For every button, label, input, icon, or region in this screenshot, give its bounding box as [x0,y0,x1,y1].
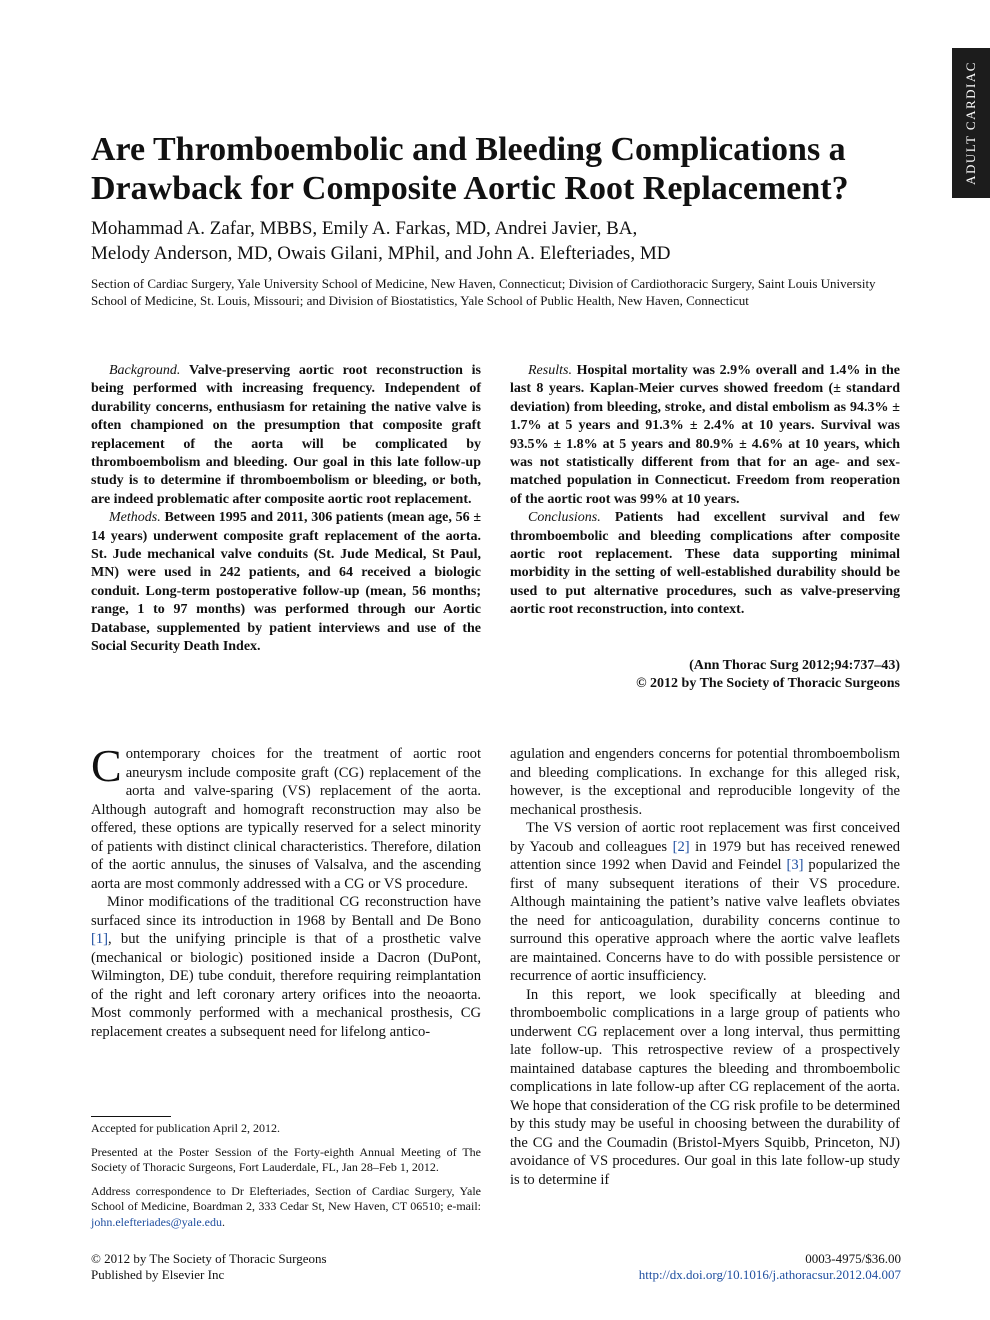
abstract-right-column [510,362,900,620]
footer-left [91,1251,327,1283]
footer-right [560,1251,901,1283]
body-paragraph [510,986,900,1190]
abstract-background [91,362,481,509]
conclusions-label: Conclusions. [528,510,601,526]
section-tab [952,48,990,198]
body-text: ontemporary choices for the treatment of aortic root aneurysm include composite graft (CG) replacement of the aorta and valve-sparing (VS) replacement of the aorta. Although autograft and homograft reconstruction may also be offered, these options are typically reserved for a select minority of patients with distinct clinical characteristics. Therefore, dilation of the aortic annulus, the sinuses of Valsalva, and the ascending aorta are most commonly addressed with a CG or VS procedure. [91,746,481,892]
footnote-address [91,1184,481,1231]
email-link[interactable]: john.elefteriades@yale.edu [91,1214,222,1229]
footnote-accepted: Accepted for publication April 2, 2012. [91,1121,280,1135]
authors-line-1: Mohammad A. Zafar, MBBS, Emily A. Farkas, MD, Andrei Javier, BA, [91,218,638,239]
article-title: Are Thromboembolic and Bleeding Complications a Drawback for Composite Aortic Root Replacement? [91,131,849,207]
abstract-methods [91,509,481,656]
address-text: Address correspondence to Dr Elefteriades, Section of Cardiac Surgery, Yale School of Medicine, Boardman 2, 333 Cedar St, New Haven, CT 06510; e-mail: [91,1183,481,1213]
body-text: popularized the first of many subsequent iterations of their VS procedure. Although maintaining the patient’s native valve leaflets obviates the need for anticoagulation, durability concerns continue to surround this operative approach where the aortic valve leaflets are maintained. Concerns have to do with possible persistence or recurrence of aortic insufficiency. [510,857,900,984]
abstract-left-column [91,362,481,657]
citation-block [510,657,900,694]
body-paragraph [510,745,900,819]
footnotes [91,1121,481,1238]
body-left-column [91,740,481,1041]
abstract-conclusions [510,509,900,619]
body-text: , but the unifying principle is that of a prosthetic valve (mechanical or biologic) positioned inside a Dacron (DuPont, Wilmington, DE) tube conduit, therefore requiring reimplantation of the right and left coronary artery orifices into the neoaorta. Most commonly performed with a mechanical prosthesis, CG replacement creates a subsequent need for lifelong antico- [91,931,481,1040]
doi-link[interactable]: http://dx.doi.org/10.1016/j.athoracsur.2012.04.007 [638,1267,901,1282]
affiliations: Section of Cardiac Surgery, Yale University School of Medicine, New Haven, Connecticut; Division of Cardiothoracic Surgery, Saint Louis University School of Medicine, St. Louis, Missouri; and Division of Biostatistics, Yale School of Public Health, New Haven, Connecticut [91,276,876,308]
body-text: Minor modifications of the traditional CG reconstruction have surfaced since its introduction in 1968 by Bentall and De Bono [91,894,481,929]
author-list [91,216,911,266]
footnote-presented: Presented at the Poster Session of the Forty-eighth Annual Meeting of The Society of Thoracic Surgeons, Fort Lauderdale, FL, Jan 28–Feb 1, 2012. [91,1144,481,1174]
footnote-divider [91,1116,171,1117]
reference-link[interactable]: [3] [786,857,804,873]
footer-issn: 0003-4975/$36.00 [805,1251,901,1266]
reference-link[interactable]: [1] [91,931,109,947]
results-text: Hospital mortality was 2.9% overall and 1.4% in the last 8 years. Kaplan-Meier curves showed freedom (± standard deviation) from bleeding, stroke, and distal embolism as 94.3% ± 1.7% at 5 years and 91.3% ± 2.4% at 10 years. Survival was 93.5% ± 1.8% at 5 years and 80.9% ± 4.6% at 10 years, which was not statistically different from that for an age- and sex-matched population in Connecticut. Freedom from reoperation of the aortic root was 99% at 10 years. [510,363,900,507]
body-right-column [510,745,900,1189]
body-paragraph [510,819,900,986]
address-end: . [222,1214,225,1229]
footer-copyright: © 2012 by The Society of Thoracic Surgeons [91,1251,327,1266]
authors-line-2: Melody Anderson, MD, Owais Gilani, MPhil, and John A. Elefteriades, MD [91,243,671,264]
abstract-copyright: © 2012 by The Society of Thoracic Surgeons [636,676,900,692]
body-text: In this report, we look specifically at bleeding and thromboembolic complications in a large group of patients who underwent CG replacement over a long interval, thus permitting late follow-up. This retrospective review of a prospectively maintained database captures the bleeding and thromboembolic complications in late follow-up after CG replacement of the aorta. We hope that consideration of the CG risk profile to be determined by this study may be useful in choosing between the durability of the CG and the Coumadin (Bristol-Myers Squibb, Princeton, NJ) avoidance of VS procedures. Our goal in this late follow-up study is to determine if [510,986,900,1188]
conclusions-text: Patients had excellent survival and few thromboembolic and bleeding complications after composite aortic root replacement. These data supporting minimal morbidity in the setting of well-established durability should be used to put alternative procedures, such as valve-preserving aortic root reconstruction, into context. [510,510,901,618]
methods-text: Between 1995 and 2011, 306 patients (mean age, 56 ± 14 years) underwent composite graft replacement of the aorta. St. Jude mechanical valve conduits (St. Jude Medical, St Paul, MN) were used in 242 patients, and 64 received a biologic conduit. Long-term postoperative follow-up (mean, 56 months; range, 1 to 97 months) was performed through our Aortic Database, supplemented by patient interviews and use of the Social Security Death Index. [91,510,481,655]
journal-citation: (Ann Thorac Surg 2012;94:737–43) [689,658,900,673]
abstract-results [510,362,900,509]
body-text: agulation and engenders concerns for potential thromboembolism and bleeding complications. In exchange for this alleged risk, however, is the exceptional and reproducible longevity of the mechanical prosthesis. [510,746,900,818]
section-tab-label: ADULT CARDIAC [963,61,978,185]
results-label: Results. [528,363,572,378]
body-paragraph [91,893,481,1041]
background-label: Background. [109,363,181,378]
methods-label: Methods. [109,510,161,526]
reference-link[interactable]: [2] [672,838,690,855]
background-text: Valve-preserving aortic root reconstruction is being performed with increasing frequency. Independent of durability concerns, enthusiasm for retaining the native valve is often championed on the presumption that composite graft replacement of the aorta will be complicated by thromboembolism and bleeding. Our goal in this late follow-up study is to determine if thromboembolism or bleeding, or both, are indeed problematic after composite aortic root replacement. [91,363,481,507]
body-text: The VS version of aortic root replacement was first conceived by Yacoub and colleagues [510,820,900,855]
footer-publisher: Published by Elsevier Inc [91,1267,225,1282]
body-paragraph [91,740,481,893]
body-text: in 1979 but has received renewed attention since 1992 when David and Feindel [510,838,900,873]
drop-cap: C [91,740,122,791]
